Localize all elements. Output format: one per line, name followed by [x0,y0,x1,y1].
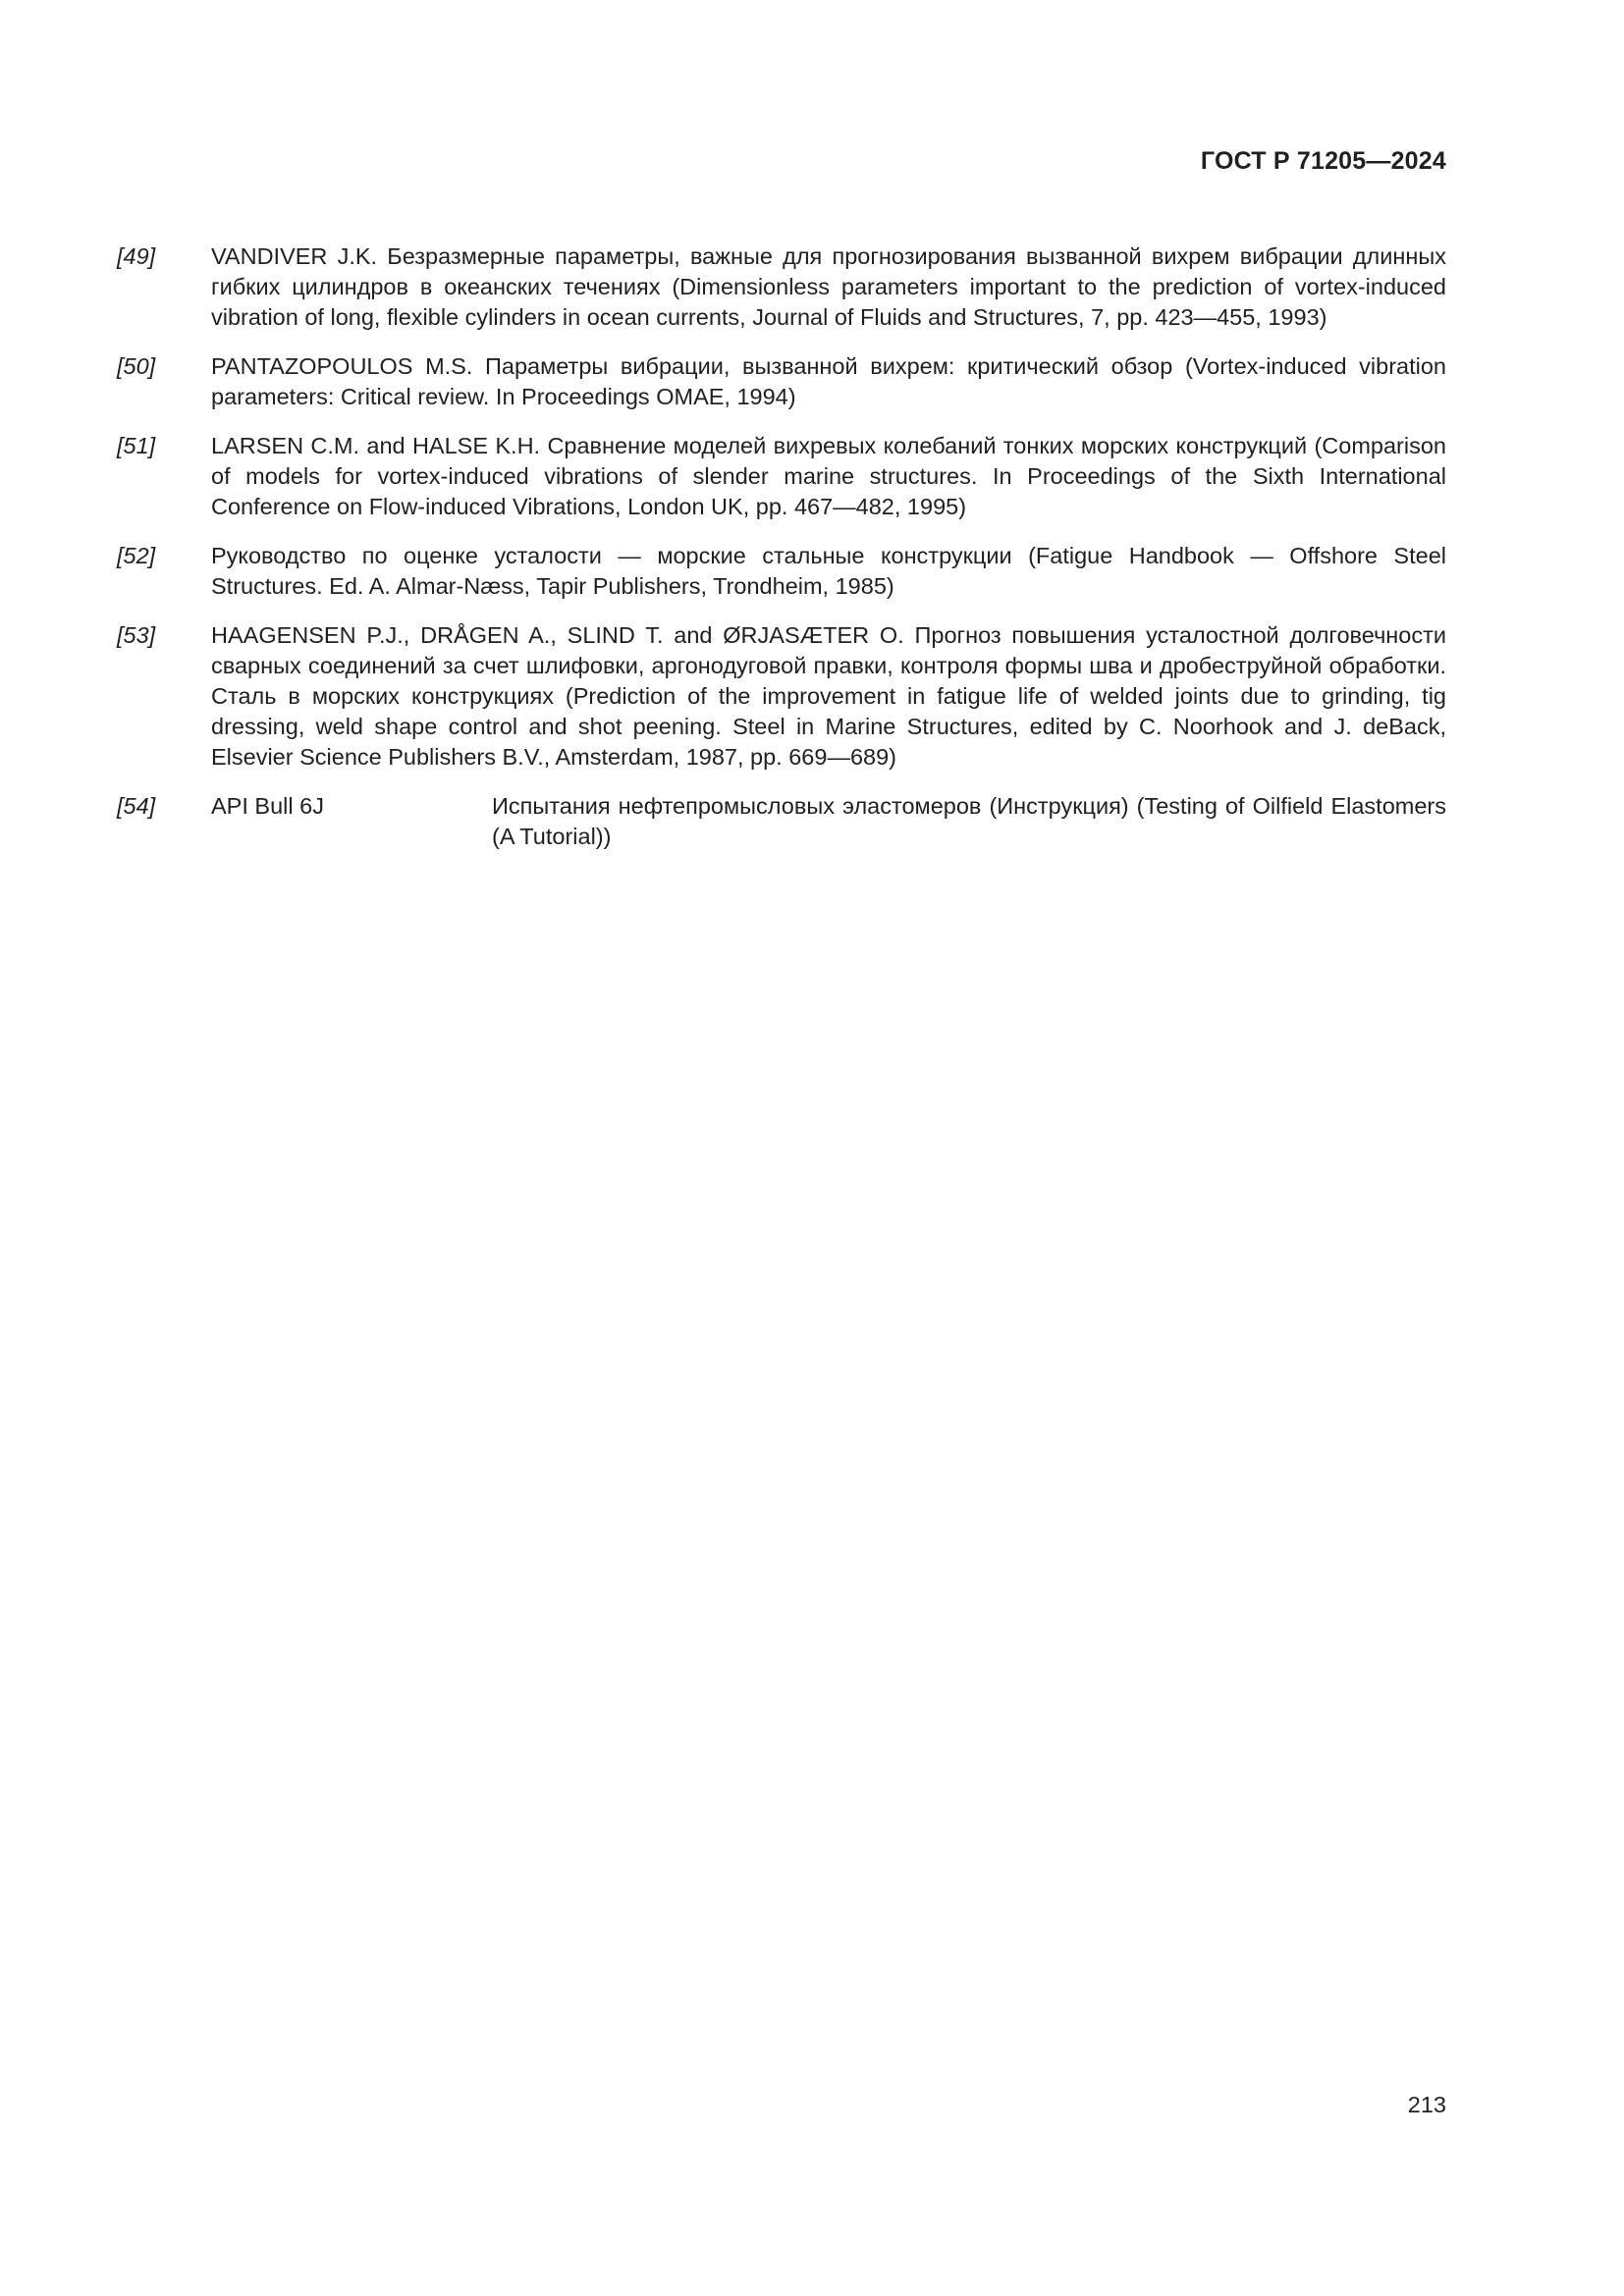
page-number: 213 [1407,2092,1446,2117]
reference-number: [54] [117,793,156,819]
reference-item [117,791,1446,852]
reference-number: [52] [117,543,156,568]
reference-number: [51] [117,433,156,458]
reference-number: [49] [117,243,156,269]
reference-item [117,541,1446,602]
document-standard-header: ГОСТ Р 71205—2024 [1200,147,1446,175]
reference-number: [53] [117,622,156,648]
reference-code: API Bull 6J [211,793,324,819]
bibliography-list [117,241,1446,871]
reference-text: HAAGENSEN P.J., DRÅGEN A., SLIND T. and ØRJASÆTER O. Прогноз повышения усталостной долговечности сварных соединений за счет шлифовки, аргонодуговой правки, контроля формы шва и дробеструйной обработки. Сталь в морских конструкциях (Prediction of the improvement in fatigue life of welded joints due to grinding, tig dressing, weld shape control and shot peening. Steel in Marine Structures, edited by C. Noorhook and J. deBack, Elsevier Science Publishers B.V., Amsterdam, 1987, pp. 669—689) [211,622,1446,770]
reference-text: PANTAZOPOULOS M.S. Параметры вибрации, вызванной вихрем: критический обзор (Vortex-induced vibration parameters: Critical review. In Proceedings OMAE, 1994) [211,353,1446,409]
reference-text: Руководство по оценке усталости — морские стальные конструкции (Fatigue Handbook — Offshore Steel Structures. Ed. A. Almar-Næss, Tapir Publishers, Trondheim, 1985) [211,543,1446,599]
reference-text: VANDIVER J.K. Безразмерные параметры, важные для прогнозирования вызванной вихрем вибрации длинных гибких цилиндров в океанских течениях (Dimensionless parameters important to the prediction of vortex-induced vibration of long, flexible cylinders in ocean currents, Journal of Fluids and Structures, 7, pp. 423—455, 1993) [211,243,1446,330]
reference-item [117,620,1446,773]
reference-item [117,351,1446,412]
reference-item [117,431,1446,522]
reference-item [117,241,1446,333]
reference-text: LARSEN C.M. and HALSE K.H. Сравнение моделей вихревых колебаний тонких морских конструкций (Comparison of models for vortex-induced vibrations of slender marine structures. In Proceedings of the Sixth International Conference on Flow-induced Vibrations, London UK, pp. 467—482, 1995) [211,433,1446,519]
reference-number: [50] [117,353,156,379]
reference-text: Испытания нефтепромысловых эластомеров (Инструкция) (Testing of Oilfield Elastomers (A Tutorial)) [492,793,1446,849]
